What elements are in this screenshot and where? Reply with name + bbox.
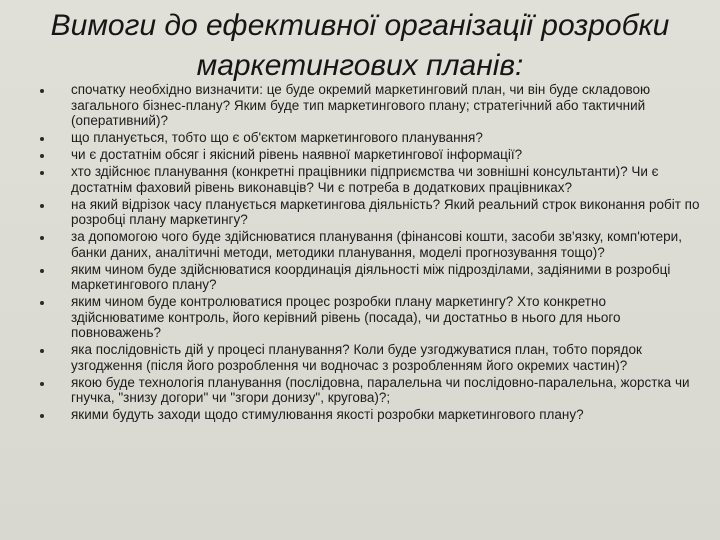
bullet-text: яким чином буде здійснюватися координація діяльності між підрозділами, задіяними в розробці маркетингового плану? (71, 261, 671, 292)
bullet-text: якими будуть заходи щодо стимулювання якості розробки маркетингового плану? (71, 407, 584, 422)
bullet-item (40, 130, 700, 146)
bullet-text: за допомогою чого буде здійснюватися планування (фінансові кошти, засоби зв'язку, комп'ютери, банки даних, аналітичні методи, методики планування, моделі прогнозування тощо)? (71, 229, 682, 260)
slide-title-line-2: маркетингових планів: (196, 49, 524, 82)
bullet-dot-icon (40, 89, 44, 93)
slide-title-line-1: Вимоги до ефективної організації розробки (50, 9, 670, 42)
bullet-dot-icon (40, 414, 44, 418)
bullet-text: яким чином буде контролюватися процес розробки плану маркетингу? Хто конкретно здійснюватиме контроль, його керівний рівень (посада), чи достатньо в нього для нього повноважень? (71, 294, 621, 340)
bullet-text: якою буде технологія планування (послідовна, паралельна чи послідовно-паралельна, жорстка чи гнучка, "знизу догори" чи "згори донизу", кругова)?; (71, 374, 690, 405)
bullet-text: спочатку необхідно визначити: це буде окремий маркетинговий план, чи він буде складовою загального бізнес-плану? Яким буде тип маркетингового плану; стратегічний або тактичний (оперативний)? (71, 82, 651, 128)
bullet-item (40, 147, 700, 163)
bullet-item (40, 164, 700, 195)
slide-title (40, 6, 680, 86)
bullet-item (40, 375, 700, 406)
bullet-dot-icon (40, 137, 44, 141)
bullet-item (40, 342, 700, 373)
bullet-list (40, 82, 700, 424)
bullet-dot-icon (40, 236, 44, 240)
bullet-dot-icon (40, 204, 44, 208)
bullet-dot-icon (40, 301, 44, 305)
bullet-text: що планується, тобто що є об'єктом маркетингового планування? (71, 130, 483, 145)
bullet-text: чи є достатнім обсяг і якісний рівень наявної маркетингової інформації? (71, 147, 523, 162)
bullet-item (40, 229, 700, 260)
bullet-dot-icon (40, 269, 44, 273)
bullet-item (40, 197, 700, 228)
bullet-text: хто здійснює планування (конкретні працівники підприємства чи зовнішні консультанти)? Чи є достатнім фаховий рівень виконавців? Чи є потреба в додаткових працівниках? (71, 164, 659, 195)
bullet-item (40, 82, 700, 129)
bullet-item (40, 407, 700, 423)
bullet-item (40, 262, 700, 293)
bullet-text: яка послідовність дій у процесі планування? Коли буде узгоджуватися план, тобто порядок узгодження (після його розроблення чи водночас з розробленням його окремих частин)? (71, 342, 642, 373)
bullet-dot-icon (40, 382, 44, 386)
bullet-text: на який відрізок часу планується маркетингова діяльність? Який реальний строк виконання робіт по розробці плану маркетингу? (71, 196, 700, 227)
bullet-dot-icon (40, 349, 44, 353)
bullet-dot-icon (40, 171, 44, 175)
bullet-item (40, 294, 700, 341)
bullet-dot-icon (40, 154, 44, 158)
